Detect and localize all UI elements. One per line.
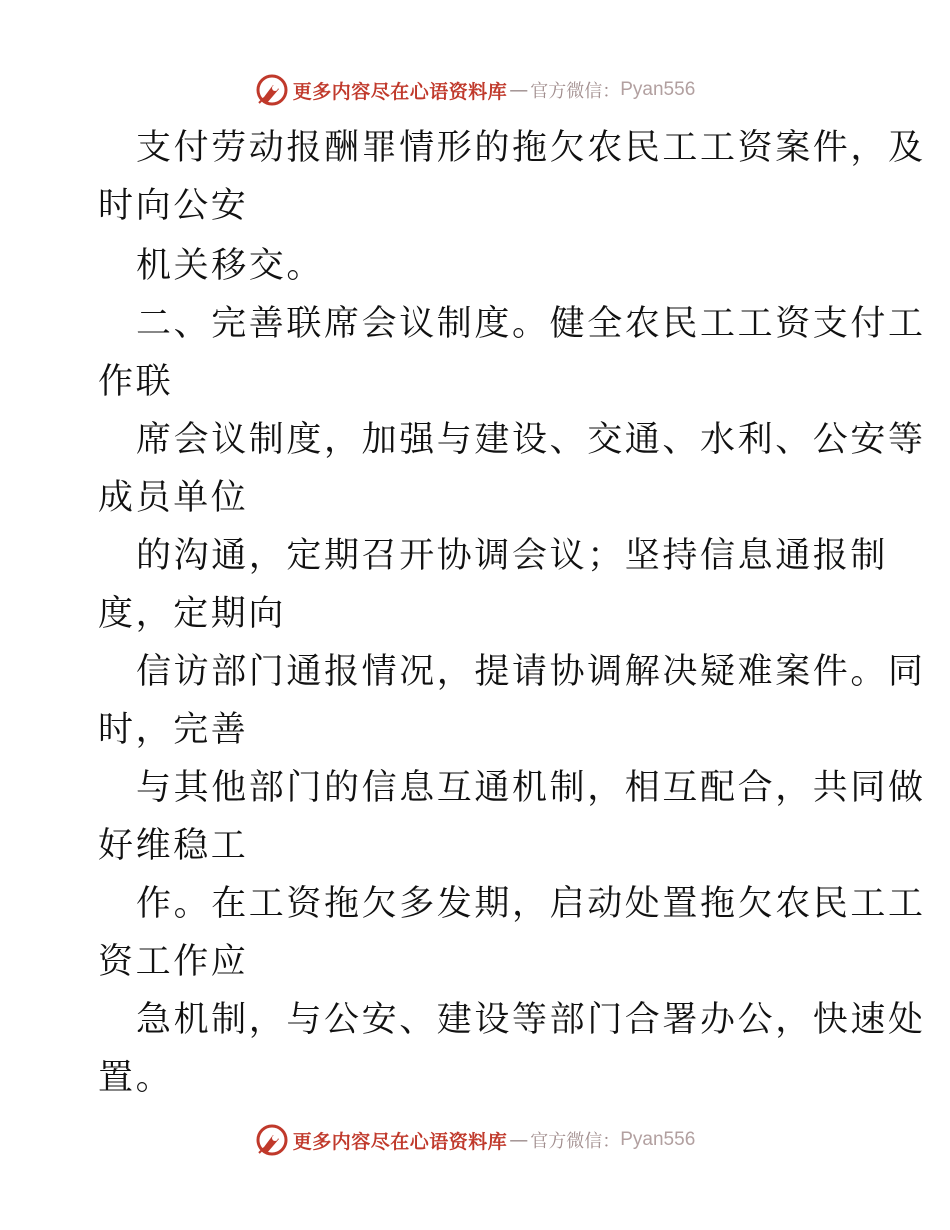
text-line: 的沟通，定期召开协调会议；坚持信息通报制 xyxy=(136,536,889,576)
pen-nib-logo-icon xyxy=(255,1123,289,1157)
watermark-brand-text: 更多内容尽在心语资料库 xyxy=(292,80,508,103)
text-line: 作。在工资拖欠多发期，启动处置拖欠农民工工 xyxy=(136,884,926,924)
text-line: 机关移交。 xyxy=(136,246,325,286)
text-line: 好维稳工 xyxy=(98,826,249,866)
text-line: 时向公安 xyxy=(98,186,249,226)
text-line: 急机制，与公安、建设等部门合署办公，快速处 xyxy=(136,1000,926,1040)
watermark-dash: — xyxy=(509,79,529,101)
text-line: 置。 xyxy=(98,1058,174,1098)
watermark-dash: — xyxy=(509,1129,529,1151)
text-line: 作联 xyxy=(98,362,174,402)
text-line: 度，定期向 xyxy=(98,594,287,634)
watermark-brand-text: 更多内容尽在心语资料库 xyxy=(292,1130,508,1153)
watermark-official-label: 官方微信： xyxy=(530,1131,621,1152)
footer-watermark xyxy=(0,1120,950,1160)
text-line: 席会议制度，加强与建设、交通、水利、公安等 xyxy=(136,420,926,460)
header-watermark xyxy=(0,70,950,110)
text-line: 支付劳动报酬罪情形的拖欠农民工工资案件，及 xyxy=(136,128,926,168)
text-line: 资工作应 xyxy=(98,942,249,982)
text-line: 时，完善 xyxy=(98,710,249,750)
text-line: 二、完善联席会议制度。健全农民工工资支付工 xyxy=(136,304,926,344)
watermark-wechat-id: Pyan556 xyxy=(620,1129,696,1150)
text-line: 与其他部门的信息互通机制，相互配合，共同做 xyxy=(136,768,926,808)
text-line: 信访部门通报情况，提请协调解决疑难案件。同 xyxy=(136,652,926,692)
watermark-official-label: 官方微信： xyxy=(530,81,621,102)
watermark-wechat-id: Pyan556 xyxy=(620,79,696,100)
text-line: 成员单位 xyxy=(98,478,249,518)
pen-nib-logo-icon xyxy=(255,73,289,107)
